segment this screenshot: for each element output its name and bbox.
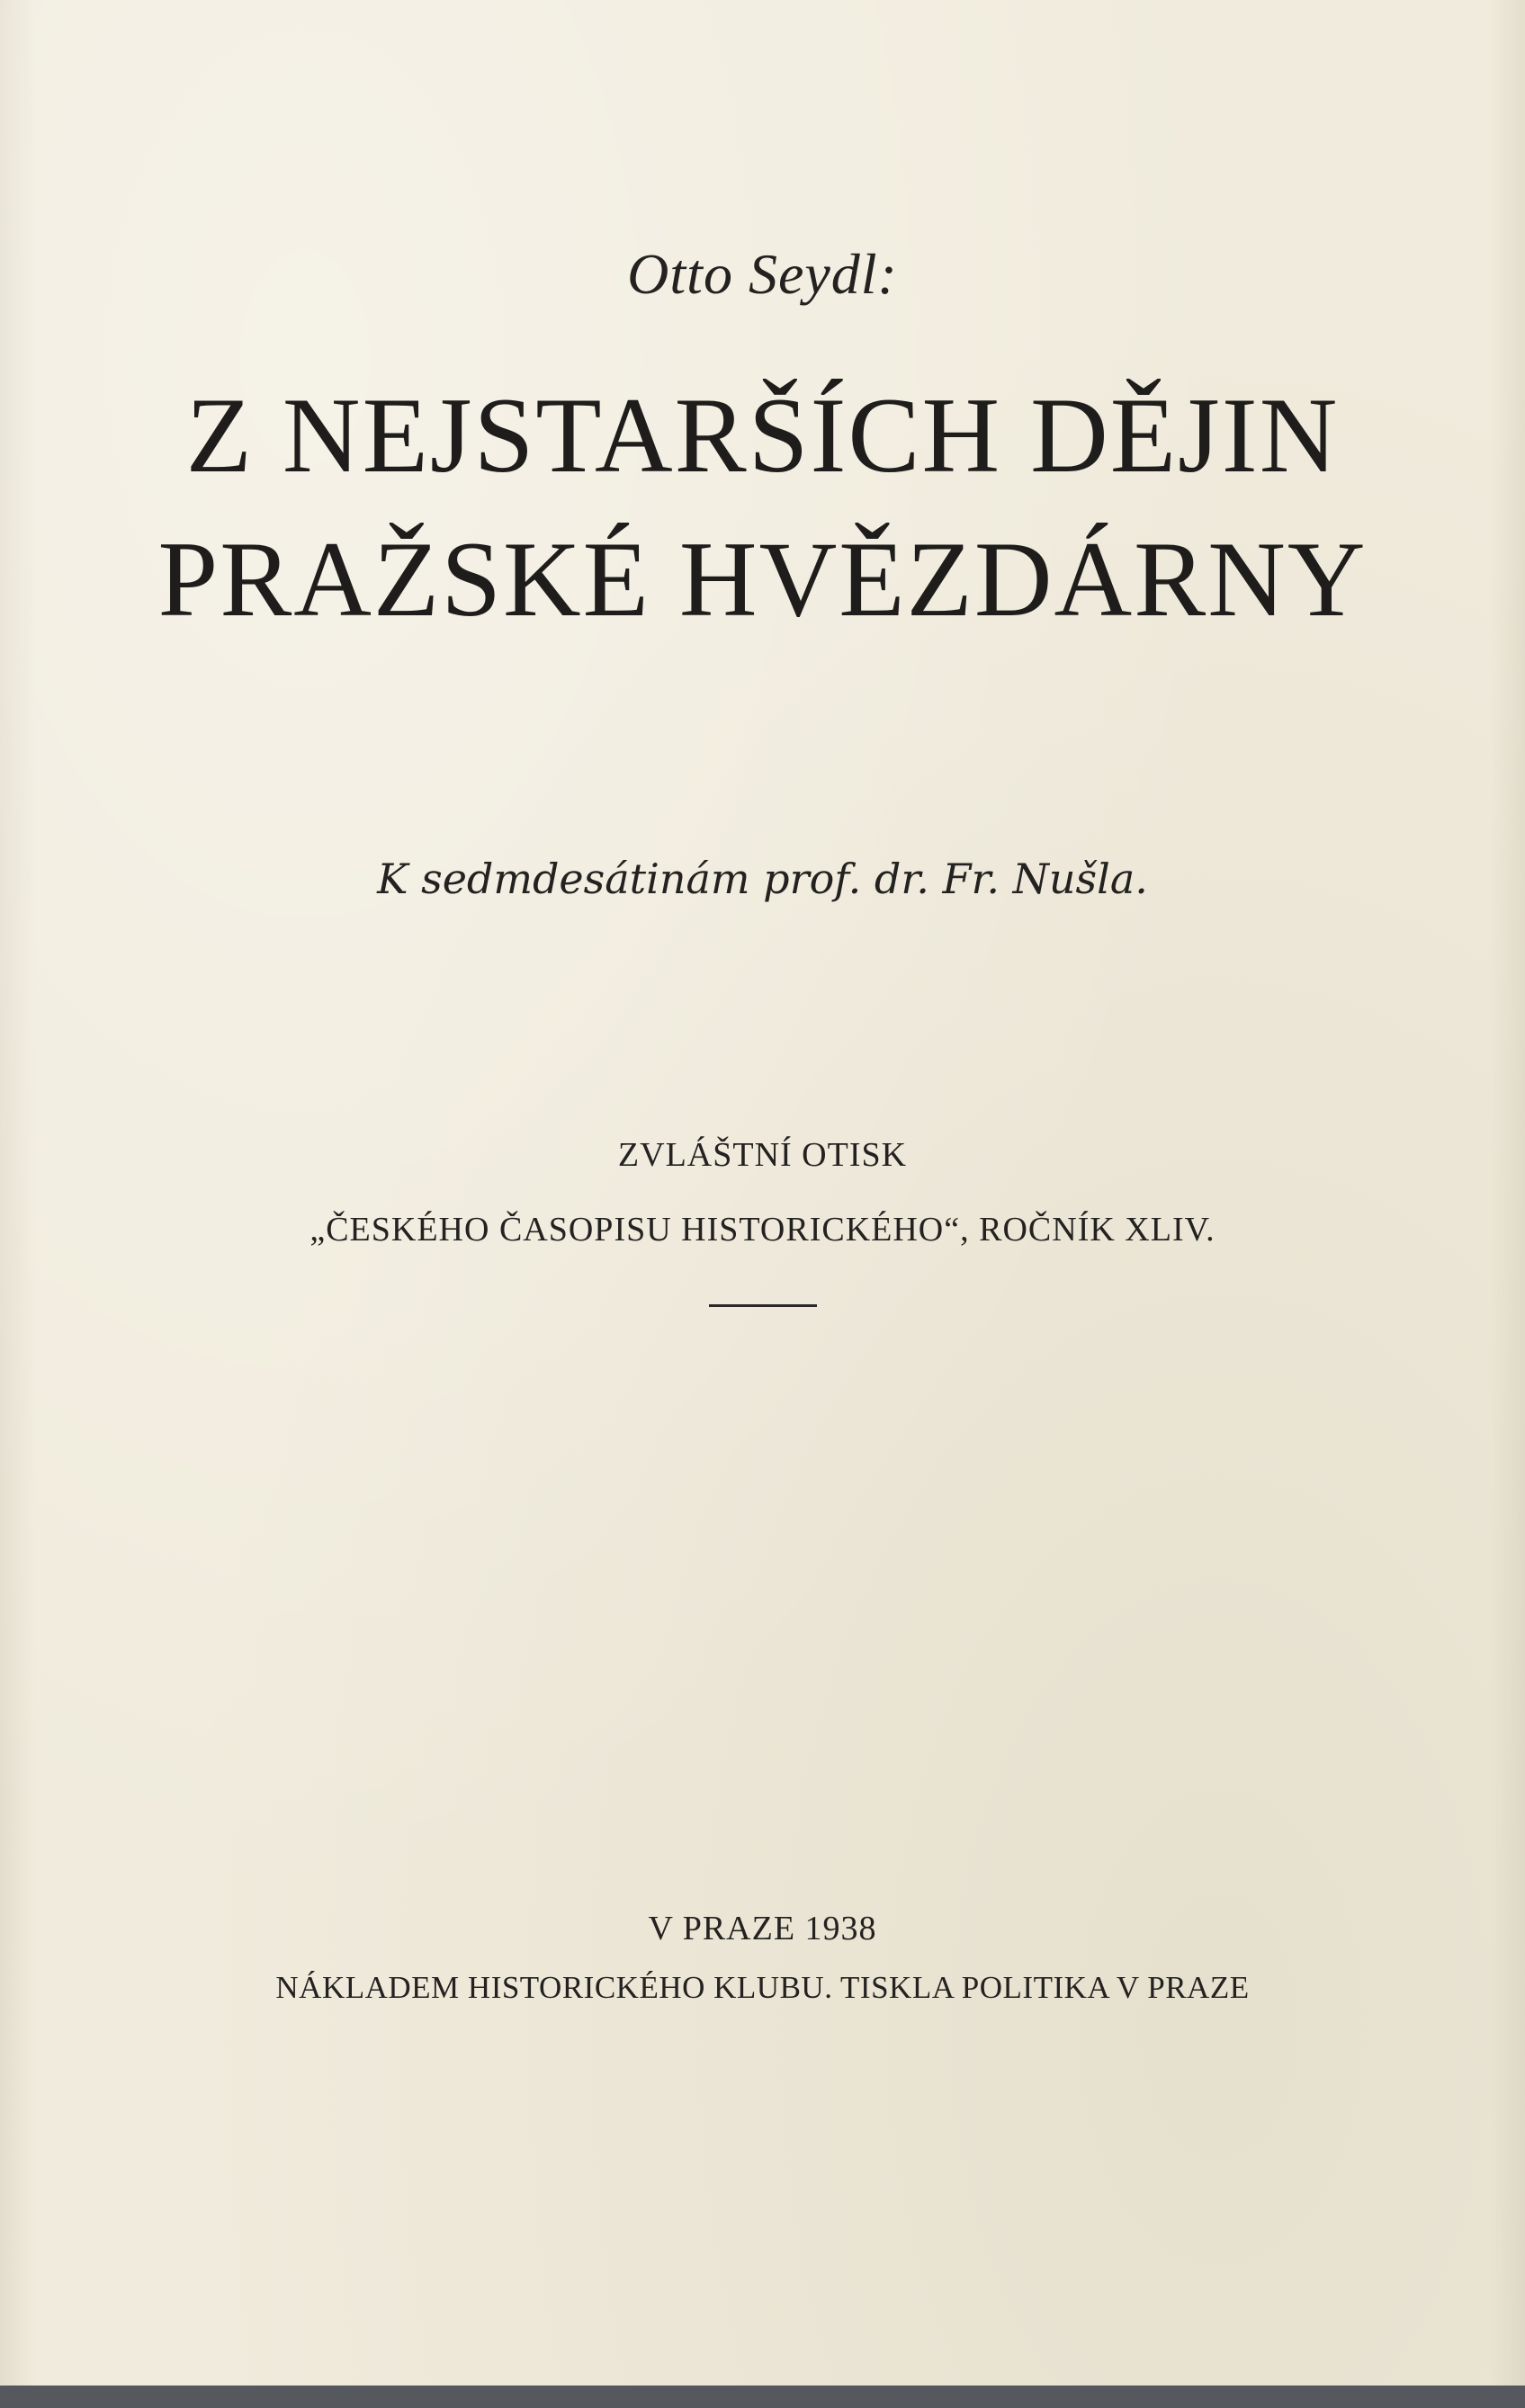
scan-bottom-edge <box>0 2386 1525 2408</box>
divider-rule <box>709 1304 817 1307</box>
title-line-1: Z NEJSTARŠÍCH DĚJIN <box>185 375 1340 495</box>
place-and-year: V PRAZE 1938 <box>648 1910 877 1947</box>
publisher-line: NÁKLADEM HISTORICKÉHO KLUBU. TISKLA POLITIKA V PRAZE <box>275 1970 1250 2005</box>
title-line-2: PRAŽSKÉ HVĚZDÁRNY <box>157 519 1368 639</box>
offprint-label: ZVLÁŠTNÍ OTISK <box>617 1136 908 1174</box>
author-name: Otto Seydl: <box>627 242 898 306</box>
dedication: K sedmdesátinám prof. dr. Fr. Nušla. <box>377 855 1148 903</box>
journal-reference: „ČESKÉHO ČASOPISU HISTORICKÉHO“, ROČNÍK XLIV. <box>309 1211 1216 1249</box>
